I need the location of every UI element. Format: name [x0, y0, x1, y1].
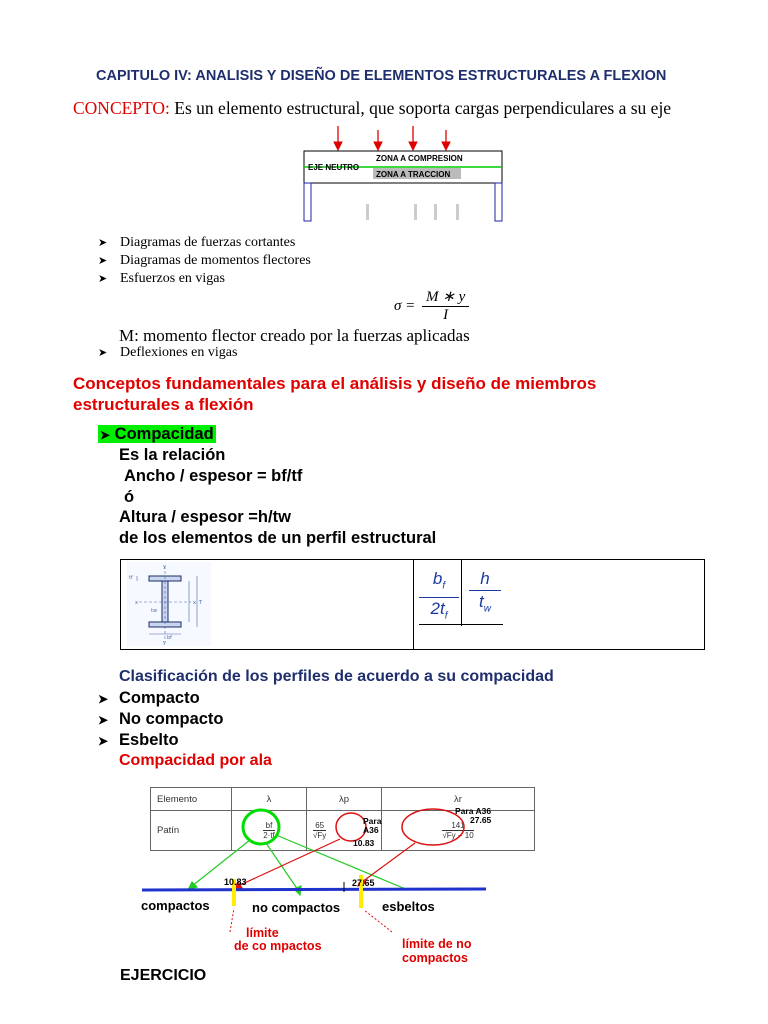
- list-item: [98, 731, 179, 750]
- lambda-p-circle: [336, 813, 366, 841]
- limite-compactos-label: límite de co mpactos: [234, 926, 322, 953]
- list-item-text: Esbelto: [119, 731, 179, 749]
- load-arrows: [334, 126, 450, 150]
- compacidad-highlight: [98, 425, 216, 443]
- arrow-bullet-icon: ➤: [98, 273, 108, 285]
- list-item: [98, 689, 200, 708]
- svg-text:bf: bf: [167, 635, 172, 641]
- list-item: [98, 271, 225, 287]
- para-a36-lr: Para A36: [455, 806, 492, 816]
- ratio-divider: [461, 560, 462, 626]
- green-arrows: [188, 835, 408, 895]
- lp-value: 10.83: [353, 838, 375, 848]
- limite-no-compactos-label: límite de no compactos: [402, 937, 472, 965]
- limit-pointer-1: [230, 908, 234, 932]
- svg-text:x: x: [193, 600, 196, 606]
- web-ratio-numerator: h: [469, 568, 501, 591]
- compacidad-line-3: ó: [124, 488, 135, 506]
- left-support: [304, 183, 311, 221]
- chapter-title: CAPITULO IV: ANALISIS Y DISEÑO DE ELEMENTOS ESTRUCTURALES A FLEXION: [96, 68, 667, 84]
- lambda-cell: $\frac{bf}{2\cdot tf}$: [232, 811, 307, 851]
- lr-value: 27.65: [470, 815, 492, 825]
- formula-numerator: M ∗ y: [422, 289, 469, 307]
- svg-text:y: y: [163, 640, 166, 646]
- lambda-r-cell: $\frac{141}{√Fy - 10}$: [382, 811, 535, 851]
- beam-diagram: [296, 124, 508, 226]
- faint-marks: [366, 204, 459, 220]
- zona-traccion-label: ZONA A TRACCION: [376, 170, 451, 179]
- list-item: [98, 235, 295, 251]
- list-item-text: No compacto: [119, 710, 224, 728]
- compacidad-bullet: [98, 425, 216, 444]
- formula-denominator: I: [443, 307, 449, 323]
- formula-fraction: [422, 289, 469, 324]
- eje-neutro-label: EJE NEUTRO: [308, 163, 360, 172]
- arrow-bullet-icon: ➤: [98, 347, 108, 359]
- clasificacion-heading: Clasificación de los perfiles de acuerdo a su compacidad: [119, 668, 554, 685]
- region-esbeltos: esbeltos: [382, 899, 435, 914]
- flange-ratio-numerator: $b_f$: [419, 568, 459, 598]
- list-item-text: Deflexiones en vigas: [120, 345, 238, 360]
- flange-ratio: [419, 568, 459, 628]
- web-ratio: [469, 568, 501, 620]
- para-a36-lp: Para A36: [363, 816, 382, 835]
- web-ratio-denominator: $t_w$: [479, 592, 491, 615]
- scale-tick-1: 10.83: [224, 877, 247, 887]
- list-item-text: Esfuerzos en vigas: [120, 271, 225, 286]
- arrow-bullet-icon: ➤: [100, 428, 111, 442]
- concepto-text: Es un elemento estructural, que soporta cargas perpendiculares a su eje: [169, 98, 672, 118]
- compacidad-line-1: Es la relación: [119, 446, 226, 464]
- region-compactos: compactos: [141, 898, 210, 913]
- svg-text:x: x: [135, 600, 138, 606]
- table-divider: [413, 560, 414, 649]
- list-item: [98, 710, 224, 729]
- zona-compresion-label: ZONA A COMPRESION: [376, 154, 463, 163]
- list-item-text: Diagramas de fuerzas cortantes: [120, 235, 296, 250]
- i-beam-section-figure: [127, 562, 211, 646]
- list-item-text: Compacto: [119, 689, 200, 707]
- svg-text:y: y: [163, 564, 166, 570]
- compacidad-line-4: Altura / espesor =h/tw: [119, 508, 291, 526]
- list-item: [98, 253, 311, 269]
- scale-axis: [142, 889, 486, 890]
- lambda-p-cell: $\frac{65}{√Fy}$: [307, 811, 382, 851]
- stress-formula: [394, 289, 469, 324]
- header-lambda: λ: [232, 788, 307, 811]
- section-heading: Conceptos fundamentales para el análisis y diseño de miembros estructurales a flexión: [73, 374, 597, 414]
- concepto-line: [73, 98, 671, 119]
- lambda-circle: [243, 810, 279, 844]
- arrow-bullet-icon: ➤: [98, 713, 109, 727]
- header-lambda-p: λp: [307, 788, 382, 811]
- profile-table: [120, 559, 705, 650]
- arrow-bullet-icon: ➤: [98, 692, 109, 706]
- compacidad-label: Compacidad: [114, 425, 214, 443]
- ejercicio-heading: EJERCICIO: [120, 967, 207, 984]
- arrow-bullet-icon: ➤: [98, 255, 108, 267]
- right-support: [495, 183, 502, 221]
- header-elemento: Elemento: [151, 788, 232, 811]
- compacidad-line-5: de los elementos de un perfil estructural: [119, 529, 437, 547]
- list-item-text: Diagramas de momentos flectores: [120, 253, 311, 268]
- svg-text:T: T: [199, 600, 203, 606]
- region-no-compactos: no compactos: [252, 900, 341, 915]
- compacidad-ala-heading: Compacidad por ala: [119, 752, 272, 769]
- header-lambda-r: λr: [382, 788, 535, 811]
- deflexiones-item: [98, 345, 237, 361]
- compacidad-line-2: Ancho / espesor = bf/tf: [124, 467, 303, 485]
- arrow-bullet-icon: ➤: [98, 237, 108, 249]
- scale-tick-2: 27.65: [352, 878, 375, 888]
- concepto-label: CONCEPTO:: [73, 98, 170, 118]
- svg-text:tw: tw: [151, 608, 158, 614]
- moment-definition: M: momento flector creado por la fuerzas aplicadas: [119, 326, 470, 345]
- flange-ratio-denominator: $2t_f$: [430, 599, 448, 622]
- svg-text:tf: tf: [129, 575, 133, 581]
- arrow-bullet-icon: ➤: [98, 734, 109, 748]
- formula-lhs: σ =: [394, 297, 416, 314]
- row-patin: Patín: [151, 811, 232, 851]
